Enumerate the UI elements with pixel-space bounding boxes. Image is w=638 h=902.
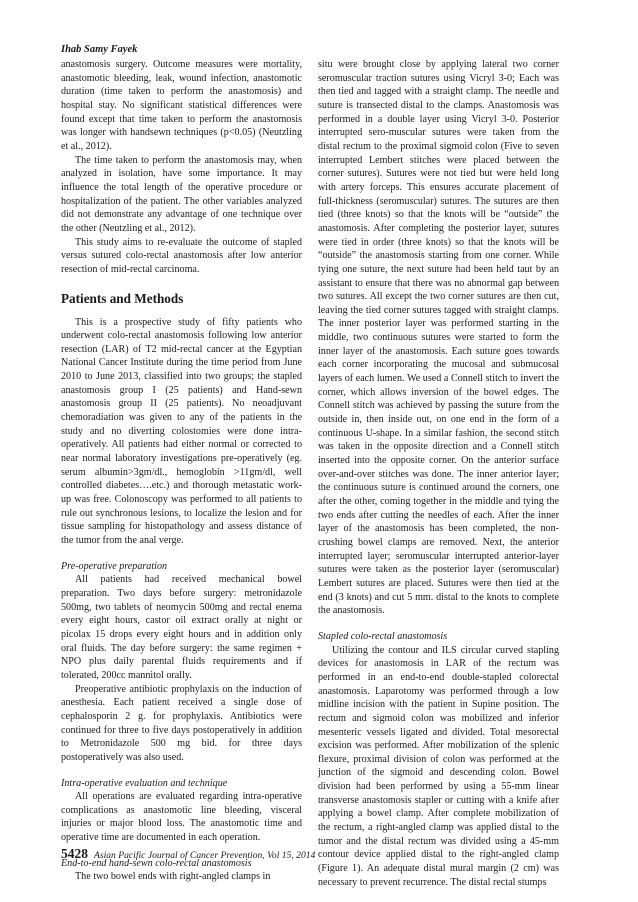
subsection-heading-stapled: Stapled colo-rectal anastomosis	[318, 630, 448, 642]
page-number: 5428	[61, 846, 88, 861]
journal-citation: Asian Pacific Journal of Cancer Prevention, Vol 15, 2014	[94, 850, 316, 861]
page-footer	[61, 846, 315, 862]
subsection-heading-pre-operative: Pre-operative preparation	[61, 560, 168, 572]
paragraph: The two bowel ends with right-angled clamps in	[75, 871, 271, 883]
paragraph: This is a prospective study of fifty patients who underwent colo-rectal anastomosis following low anterior resection (LAR) of T2 mid-rectal cancer at the Egyptian National Cancer Institute during the time period from June 2010 to June 2013, classified into two groups; the stapled anastomosis group I (25 patients) and Hand-sewn anastomosis group II (25 patients). No neoadjuvant chemoradiation was given to any of the patients in the study and no diverting colostomies were done intra-operatively. All patients had either normal or corrected to near normal laboratory investigations pre-operatively (eg. serum albumin>3gm/dl., hemoglobin >11gm/dl, well controlled diabetes….etc.) and thorough metastatic work-up was free. Colonoscopy was performed to all patients to rule out synchronous lesions, to localize the lesion and for tissue sampling for histopathology and assess distance of the tumor from the anal verge.	[61, 316, 302, 546]
paragraph: anastomosis surgery. Outcome measures were mortality, anastomotic bleeding, leak, wound infection, anastomotic duration (time taken to perform the anastomosis) and hospital stay. No significant statistical differences were found except that time taken to perform the anastomosis was longer with handsewn techniques (p<0.05) (Neutzling et al., 2012).	[61, 59, 302, 152]
paragraph: Preoperative antibiotic prophylaxis on the induction of anesthesia. Each patient received a single dose of cephalosporin 2 g. for prophylaxis. Antibiotics were continued for three to five days postoperatively in addition to Metronidazole 500 mg bid. for three days postoperatively was also used.	[61, 683, 302, 763]
right-column	[318, 58, 559, 889]
paragraph: This study aims to re-evaluate the outcome of stapled versus sutured colo-rectal anastomosis after low anterior resection of mid-rectal carcinoma.	[61, 236, 302, 275]
paragraph: situ were brought close by applying lateral two corner seromuscular traction sutures using Vicryl 3-0; Each was then tied and tagged with a straight clamp. The needle and suture is transected distal to the clamps. Anastomosis was performed in a double layer using Vicryl 3-0. Posterior interrupted sero-muscular sutures were taken from the distal rectum to the proximal sigmoid colon (Five to seven interrupted Lembert stitches were placed between the corner sutures). Sutures were not tied but were held long with artery forceps. This ensures accurate placement of full-thickness (seromuscular) sutures. The sutures are then tied (three knots) so that the knots will be “outside” the anastomosis. After completing the posterior layer, sutures were tied in order (three knots) so that the knots will be “outside” the anastomosis starting from one corner. While tying one suture, the next suture had been held taut by an assistant to ensure that there was no abnormal gap between two sutures. All except the two corner sutures are then cut, leaving the tied corner sutures tagged with straight clamps. The inner posterior layer was performed starting in the middle, two continuous sutures were started to form the inner layer of the anastomosis. Each suture goes towards each corner incorporating the mucosal and submucosal layers of each lumen. We used a Connell stitch to invert the corner, which allows inversion of the bowel edges. The Connell stitch was achieved by passing the suture from the outside in, then inside out, on one end in the form of a continuous U-shape. In a similar fashion, the second stitch was taken in the opposite direction and a Connell stitch inserted into the opposite corner. On the anterior surface over-and-over stitches was done. The inner anterior layer; the continuous suture is continued around the corners, one after the other, coming together in the middle and tying the two ends after cutting the needles of each. After the inner layer of the anastomosis has been completed, the non-crushing bowel clamps are removed. Next, the anterior interrupted layer; seromuscular interrupted anterior-layer sutures were taken as the posterior layer (seromuscular) Lembert sutures are placed. Sutures were then tied at the end (3 knots) and cut 5 mm. distal to the knots to complete the anastomosis.	[318, 59, 559, 617]
paragraph: All patients had received mechanical bowel preparation. Two days before surgery: metronidazole 500mg, two tablets of neomycin 500mg and rectal enema every eight hours, castor oil extract orally at night or picolax 15 drops every eight hours and in addition only oral fluids. The day before surgery: the same regimen + NPO plus daily parental fluids requirements and if tolerated, 200cc mannitol orally.	[61, 574, 302, 681]
paragraph: The time taken to perform the anastomosis may, when analyzed in isolation, have some importance. It may influence the total length of the operative procedure or hospitalization of the patient. The other variables analyzed did not demonstrate any advantage of one technique over the other (Neutzling et al., 2012).	[61, 154, 302, 234]
subsection-heading-intra-operative: Intra-operative evaluation and technique	[61, 777, 228, 789]
left-column	[61, 58, 302, 884]
subsection-heading-hand-sewn: End-to-end hand-sewn colo-rectal anastomosis	[61, 857, 252, 869]
paragraph: Utilizing the contour and ILS circular curved stapling devices for anastomosis in LAR of the rectum was performed in an end-to-end double-stapled colorectal anastomosis. Laparotomy was performed through a low midline incision with the patient in Supine position. The rectum and sigmoid colon was mobilized and inferior mesenteric vessels ligated and divided. Total mesorectal excision was performed. After mobilization of the splenic flexure, proximal division of colon was performed at the junction of the sigmoid and descending colon. Bowel division had been performed by using a 55-mm linear transverse anastomosis stapler or cutting with a knife after applying a bowel clamp. After complete mobilization of the rectum, a right-angled clamp was applied distal to the tumor and the distal rectum was divided using a 45-mm contour device applied distal to the right-angled clamp (Figure 1). An adequate distal mural margin (2 cm) was necessary to prevent recurrence. The distal rectal stumps	[318, 644, 559, 888]
paragraph: All operations are evaluated regarding intra-operative complications as anastomotic line bleeding, visceral injuries or major blood loss. The anastomotic time and operative time are documented in each operation.	[61, 791, 302, 844]
running-header-author: Ihab Samy Fayek	[61, 44, 138, 55]
section-heading-patients-and-methods: Patients and Methods	[61, 290, 184, 306]
